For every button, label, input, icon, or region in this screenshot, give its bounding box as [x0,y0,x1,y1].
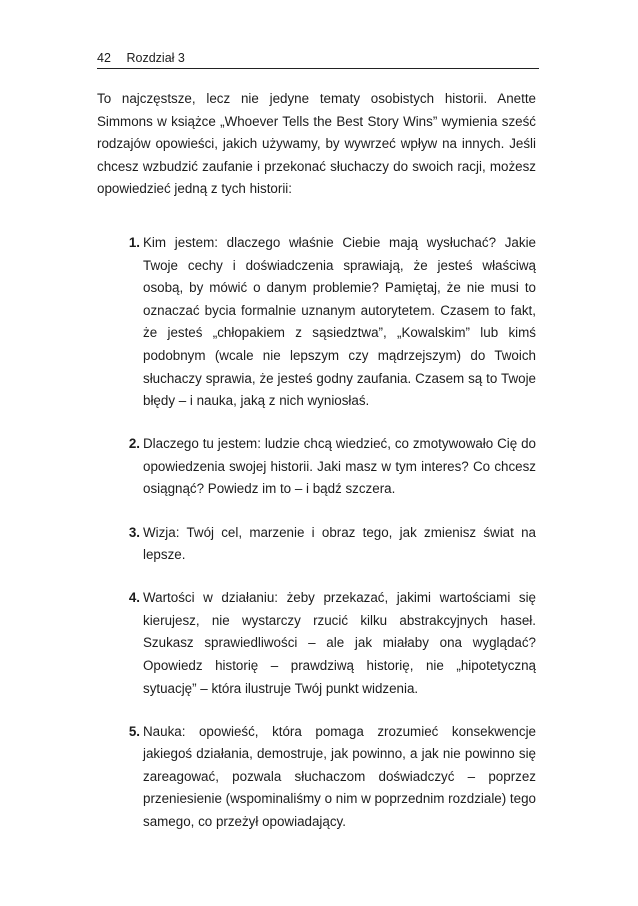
list-item-text: Wizja: Twój cel, marzenie i obraz tego, jak zmienisz świat na lepsze. [143,524,536,563]
list-item-text: Dlaczego tu jestem: ludzie chcą wiedzieć, co zmotywowało Cię do opowiedzenia swojej historii. Jaki masz w tym interes? Co chcesz osiągnąć? Powiedz im to – i bądź szczera. [143,436,536,497]
list-item [118,587,536,700]
list-item [118,721,536,834]
header-rule [97,68,539,69]
intro-paragraph: To najczęstsze, lecz nie jedyne tematy osobistych historii. Anette Simmons w książce „Whoever Tells the Best Story Wins” wymienia sześć rodzajów opowieści, jakich używamy, by wywrzeć wpływ na innych. Jeśli chcesz wzbudzić zaufanie i przekonać słuchaczy do swoich racji, możesz opowiedzieć jedną z tych historii: [97,91,536,197]
page-number: 42 [97,51,111,65]
list-item-number: 5. [128,723,140,739]
list-item [118,522,536,567]
list-item-text: Kim jestem: dlaczego właśnie Ciebie mają wysłuchać? Jakie Twoje cechy i doświadczenia sprawiają, że jesteś właściwą osobą, by mówić o danym problemie? Pamiętaj, że nie musi to oznaczać bycia formalnie uznanym autorytetem. Czasem to fakt, że jesteś „chłopakiem z sąsiedztwa”, „Kowalskim” lub kimś podobnym (wcale nie lepszym czy mądrzejszym) do Twoich słuchaczy sprawia, że jesteś godny zaufania. Czasem są to Twoje błędy – i nauka, jaką z nich wyniosłaś. [143,235,536,409]
list-item-number: 2. [128,436,140,452]
list-item-text: Wartości w działaniu: żeby przekazać, jakimi wartościami się kierujesz, nie wystarczy rzucić kilku abstrakcyjnych haseł. Szukasz sprawiedliwości – ale jak miałaby ona wyglądać? Opowiedz historię – prawdziwą historię, nie „hipotetyczną sytuację” – która ilustruje Twój punkt widzenia. [143,590,536,696]
story-types-list [118,232,536,854]
chapter-title: Rozdział 3 [126,51,185,65]
list-item-number: 1. [128,235,140,250]
list-item [118,433,536,501]
list-item-number: 4. [128,590,140,606]
list-item-text: Nauka: opowieść, która pomaga zrozumieć konsekwencje jakiegoś działania, demostruje, jak powinno, a jak nie powinno się zareagować, pozwala słuchaczom doświadczyć – poprzez przeniesienie (wspominaliśmy o nim w poprzednim rozdziale) tego samego, co przeżył opowiadający. [143,723,536,830]
running-head [97,48,539,68]
list-item-number: 3. [128,524,140,540]
list-item [118,232,536,413]
